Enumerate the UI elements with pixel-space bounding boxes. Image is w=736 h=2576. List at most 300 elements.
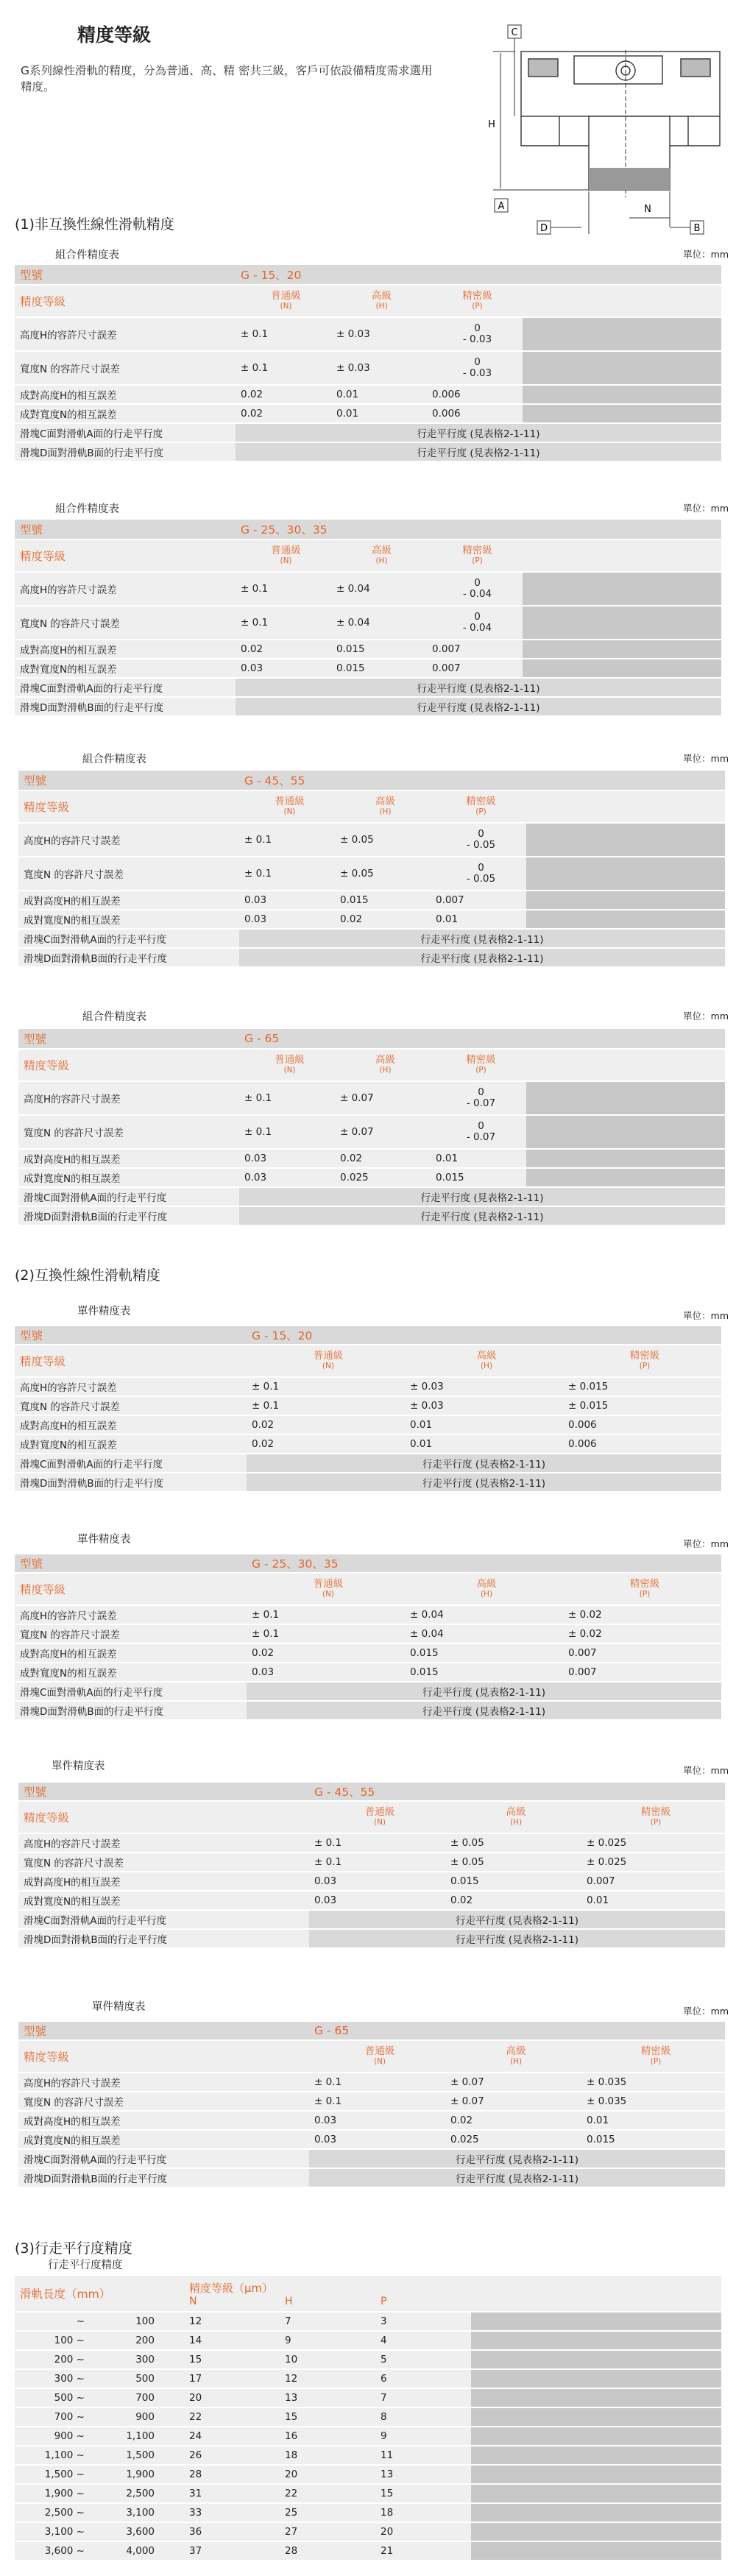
h-tolerance-normal: ± 0.1 [239, 824, 335, 856]
grade-name: 精密級 [640, 2045, 671, 2057]
precision-upper: 0 [474, 611, 481, 623]
table-row [15, 1325, 721, 1344]
rail-length-cell [15, 2523, 184, 2541]
shade-cell [526, 857, 725, 890]
n-mutual-high: 0.02 [335, 910, 431, 928]
single-table-title: 單件精度表 [77, 1534, 131, 1546]
grade-precision [563, 1574, 721, 1604]
n-tolerance-normal: ± 0.1 [236, 606, 331, 639]
n-mutual-precision: 0.007 [427, 659, 523, 677]
length-to: 200 [135, 2335, 155, 2346]
shade-cell [471, 2351, 721, 2368]
length-from: 500 ~ [54, 2392, 85, 2404]
shade-cell [523, 318, 721, 350]
h-tolerance-precision: ± 0.025 [581, 1834, 725, 1852]
model-value: G - 15、20 [247, 1326, 721, 1344]
n-mutual-precision: 0.01 [581, 1892, 725, 1909]
length-to: 500 [135, 2373, 155, 2385]
table-row [18, 2039, 725, 2072]
grade-code: (P) [650, 2057, 662, 2066]
unit-label: 單位：mm [683, 1011, 729, 1022]
blank-cell [526, 1050, 725, 1080]
shade-cell [471, 2485, 721, 2502]
d-parallel-label: 滑塊D面對滑軌B面的行走平行度 [18, 2169, 309, 2187]
model-label: 型號 [20, 269, 43, 282]
grade-label: 精度等級 [18, 1802, 309, 1833]
precision-upper: 0 [474, 356, 481, 368]
grade-high [331, 286, 427, 316]
grade-name: 高級 [476, 1578, 497, 1590]
unit-label: 單位：mm [683, 1765, 729, 1776]
label-b: B [693, 223, 701, 234]
d-parallel-value: 行走平行度 (見表格2-1-11) [239, 949, 725, 966]
n-tolerance-high: ± 0.05 [445, 1853, 581, 1871]
grade-name: 精密級 [640, 1806, 671, 1818]
single-precision-table [15, 1325, 721, 1491]
length-from: ~ [76, 2315, 85, 2327]
single-precision-table [18, 1781, 725, 1947]
h-mutual-normal: 0.02 [236, 640, 331, 658]
section-heading-1: (1)非互換性線性滑軌精度 [15, 216, 174, 233]
table-row [15, 2541, 721, 2560]
grade-value-p: 9 [375, 2427, 471, 2445]
grade-value-h: 20 [280, 2466, 375, 2483]
table-row [15, 2330, 721, 2349]
n-mutual-normal: 0.03 [239, 1169, 335, 1186]
grade-value-n: 22 [184, 2408, 280, 2426]
table-row [18, 1186, 725, 1206]
table-row [15, 2276, 721, 2311]
table-row [18, 1890, 725, 1909]
d-parallel-value: 行走平行度 (見表格2-1-11) [309, 2169, 725, 2187]
shade-cell [471, 2408, 721, 2426]
table-row [18, 1909, 725, 1928]
table-row [15, 1700, 721, 1719]
h-tolerance-high: ± 0.03 [405, 1378, 563, 1395]
grade-value-h: 16 [280, 2427, 375, 2445]
grade-code: (N) [283, 807, 296, 816]
parallel-table-title: 行走平行度精度 [48, 2260, 123, 2271]
grade-value-p: 5 [375, 2351, 471, 2368]
grade-code: (P) [639, 1590, 651, 1599]
grade-code: (N) [280, 302, 292, 311]
c-parallel-value: 行走平行度 (見表格2-1-11) [309, 2150, 725, 2168]
grade-normal [239, 791, 335, 822]
grade-name: 高級 [375, 1054, 395, 1066]
n-mutual-precision: 0.006 [563, 1435, 721, 1453]
model-label: 型號 [24, 1033, 47, 1046]
h-mutual-normal: 0.02 [236, 386, 331, 403]
grade-value-p: 4 [375, 2332, 471, 2349]
shade-cell [526, 891, 725, 909]
grade-name: 高級 [372, 545, 392, 556]
table-row [15, 2464, 721, 2483]
h-tolerance-normal: ± 0.1 [247, 1606, 405, 1624]
grade-code: (N) [373, 2057, 386, 2066]
table-row [15, 1624, 721, 1643]
model-label: 型號 [20, 523, 43, 537]
model-label: 型號 [15, 1326, 247, 1344]
d-parallel-value: 行走平行度 (見表格2-1-11) [236, 698, 721, 715]
section-heading-3: (3)行走平行度精度 [15, 2240, 132, 2257]
table-row [18, 822, 725, 856]
length-to: 4,000 [126, 2545, 155, 2557]
grade-normal [239, 1050, 335, 1080]
grade-value-n: 24 [184, 2427, 280, 2445]
shade-cell [471, 2542, 721, 2560]
n-tolerance-label: 寬度N 的容許尺寸誤差 [18, 1853, 309, 1871]
length-to: 1,100 [126, 2430, 155, 2442]
table-row [15, 1376, 721, 1395]
table-row [15, 2483, 721, 2502]
table-row [18, 2110, 725, 2129]
grade-value-n: 14 [184, 2332, 280, 2349]
shade-cell [471, 2504, 721, 2522]
precision-lower: - 0.07 [466, 1131, 496, 1143]
table-row [15, 696, 721, 715]
c-parallel-value: 行走平行度 (見表格2-1-11) [236, 424, 721, 442]
grade-value-p: 7 [375, 2389, 471, 2407]
d-parallel-value: 行走平行度 (見表格2-1-11) [247, 1702, 721, 1719]
grade-code-h: H [285, 2295, 293, 2307]
unit-label: 單位：mm [683, 249, 729, 260]
d-parallel-value: 行走平行度 (見表格2-1-11) [239, 1207, 725, 1225]
n-tolerance-normal: ± 0.1 [239, 1116, 335, 1148]
single-precision-table [18, 2020, 725, 2187]
c-parallel-label: 滑塊C面對滑軌A面的行走平行度 [15, 424, 236, 442]
table-row [15, 442, 721, 461]
table-row [18, 790, 725, 822]
grade-high [405, 1574, 563, 1604]
combo-precision-table [15, 265, 721, 461]
model-value: G - 25、30、35 [247, 1554, 721, 1572]
table-row [15, 1643, 721, 1662]
grade-code-n: N [189, 2295, 197, 2307]
table-row [18, 771, 725, 790]
length-from: 900 ~ [54, 2430, 85, 2442]
length-from: 1,500 ~ [44, 2469, 85, 2480]
h-mutual-high: 0.015 [331, 640, 427, 658]
shade-cell [526, 1169, 725, 1186]
table-row [15, 2502, 721, 2522]
table-row [18, 1114, 725, 1148]
table-row [18, 2129, 725, 2148]
length-from: 100 ~ [54, 2335, 85, 2346]
grade-name: 精密級 [462, 290, 492, 302]
d-parallel-label: 滑塊D面對滑軌B面的行走平行度 [18, 1930, 309, 1947]
combo-table-title: 組合件精度表 [82, 1011, 146, 1023]
d-parallel-label: 滑塊D面對滑軌B面的行走平行度 [15, 1473, 247, 1491]
precision-upper: 0 [474, 577, 481, 589]
grade-code: (H) [480, 1362, 493, 1370]
rail-length-cell [15, 2389, 184, 2407]
n-tolerance-normal: ± 0.1 [309, 1853, 445, 1871]
n-tolerance-normal: ± 0.1 [239, 857, 335, 890]
n-mutual-precision: 0.006 [427, 405, 523, 422]
n-mutual-label: 成對寬度N的相互誤差 [18, 1892, 309, 1909]
h-mutual-precision: 0.007 [427, 640, 523, 658]
d-parallel-label: 滑塊D面對滑軌B面的行走平行度 [15, 698, 236, 715]
grade-value-p: 15 [375, 2485, 471, 2502]
grade-value-h: 10 [280, 2351, 375, 2368]
grade-name: 高級 [506, 2045, 526, 2057]
n-tolerance-high: ± 0.04 [331, 606, 427, 639]
table-row [15, 350, 721, 384]
model-label: 型號 [18, 1783, 309, 1800]
table-row [18, 909, 725, 928]
h-mutual-precision: 0.01 [581, 2112, 725, 2129]
n-mutual-precision: 0.01 [431, 910, 526, 928]
table-row [15, 520, 721, 539]
c-parallel-value: 行走平行度 (見表格2-1-11) [239, 1188, 725, 1206]
table-row [15, 1415, 721, 1434]
h-tolerance-label: 高度H的容許尺寸誤差 [15, 573, 236, 605]
shade-cell [471, 2370, 721, 2388]
length-to: 3,100 [126, 2507, 155, 2519]
grade-code: (H) [375, 556, 388, 565]
grade-value-n: 12 [184, 2313, 280, 2330]
h-mutual-precision: 0.006 [563, 1416, 721, 1434]
h-tolerance-high: ± 0.04 [331, 573, 427, 605]
table-row [18, 1048, 725, 1080]
model-label: 型號 [24, 774, 47, 788]
n-tolerance-high: ± 0.05 [335, 857, 431, 890]
n-mutual-normal: 0.02 [247, 1435, 405, 1453]
grade-name: 普通級 [364, 1806, 395, 1818]
grade-value-h: 18 [280, 2446, 375, 2464]
grade-precision [431, 1050, 526, 1080]
table-row [15, 265, 721, 284]
grade-value-n: 37 [184, 2542, 280, 2560]
grade-precision [427, 286, 523, 316]
length-to: 300 [135, 2354, 155, 2366]
h-tolerance-label: 高度H的容許尺寸誤差 [18, 1834, 309, 1852]
grade-name: 高級 [372, 290, 392, 302]
shade-cell [471, 2523, 721, 2541]
table-row [15, 1662, 721, 1681]
grade-high [445, 2041, 581, 2072]
grade-code: (N) [322, 1362, 335, 1370]
rail-length-cell [15, 2370, 184, 2388]
rail-length-cell [15, 2446, 184, 2464]
h-tolerance-high: ± 0.07 [445, 2073, 581, 2091]
length-to: 1,900 [126, 2469, 155, 2480]
h-mutual-label: 成對高度H的相互誤差 [15, 386, 236, 403]
n-mutual-high: 0.015 [331, 659, 427, 677]
grade-code: (N) [373, 1818, 386, 1827]
n-mutual-label: 成對寬度N的相互誤差 [15, 405, 236, 422]
grade-name: 普通級 [313, 1350, 344, 1362]
shade-cell [523, 573, 721, 605]
grade-code: (P) [650, 1818, 662, 1827]
length-from: 3,600 ~ [44, 2545, 85, 2557]
h-tolerance-normal: ± 0.1 [309, 1834, 445, 1852]
n-tolerance-normal: ± 0.1 [309, 2092, 445, 2110]
rail-length-cell [15, 2332, 184, 2349]
table-row [18, 928, 725, 947]
grade-value-h: 27 [280, 2523, 375, 2541]
h-mutual-normal: 0.03 [309, 2112, 445, 2129]
table-row [18, 1833, 725, 1852]
n-mutual-normal: 0.03 [247, 1663, 405, 1681]
h-tolerance-precision [427, 318, 523, 350]
grade-code: (P) [472, 302, 483, 311]
blank-cell [523, 286, 721, 316]
grade-value-h: 9 [280, 2332, 375, 2349]
n-mutual-high: 0.02 [445, 1892, 581, 1909]
grade-normal [236, 286, 331, 316]
shade-cell [471, 2427, 721, 2445]
combo-table-title: 組合件精度表 [55, 250, 119, 261]
shade-cell [523, 352, 721, 384]
h-tolerance-precision: ± 0.02 [563, 1606, 721, 1624]
grade-high [331, 540, 427, 571]
h-tolerance-precision: ± 0.015 [563, 1378, 721, 1395]
grade-precision [431, 791, 526, 822]
table-row [15, 658, 721, 677]
h-tolerance-label: 高度H的容許尺寸誤差 [15, 1378, 247, 1395]
grade-value-p: 6 [375, 2370, 471, 2388]
grade-name: 精密級 [466, 796, 496, 807]
h-tolerance-label: 高度H的容許尺寸誤差 [18, 1082, 239, 1114]
c-parallel-label: 滑塊C面對滑軌A面的行走平行度 [18, 1188, 239, 1206]
table-row [15, 422, 721, 442]
d-parallel-label: 滑塊D面對滑軌B面的行走平行度 [18, 949, 239, 966]
precision-lower: - 0.03 [462, 367, 492, 379]
grade-code-p: P [381, 2295, 387, 2307]
grade-value-n: 33 [184, 2504, 280, 2522]
length-from: 200 ~ [54, 2354, 85, 2366]
grade-value-n: 31 [184, 2485, 280, 2502]
model-value: G - 65 [309, 2022, 725, 2039]
grade-name: 普通級 [271, 290, 301, 302]
combo-table-title: 組合件精度表 [55, 503, 119, 515]
rail-length-cell [15, 2504, 184, 2522]
grade-value-h: 22 [280, 2485, 375, 2502]
d-parallel-value: 行走平行度 (見表格2-1-11) [247, 1473, 721, 1491]
h-mutual-high: 0.015 [405, 1644, 563, 1662]
table-row [18, 1800, 725, 1833]
shade-cell [523, 386, 721, 403]
grade-value-n: 28 [184, 2466, 280, 2483]
grade-value-p: 20 [375, 2523, 471, 2541]
label-d: D [539, 223, 548, 234]
table-row [18, 1167, 725, 1186]
table-row [18, 2148, 725, 2168]
n-tolerance-label: 寬度N 的容許尺寸誤差 [15, 352, 236, 384]
grade-normal [236, 540, 331, 571]
length-to: 100 [135, 2315, 155, 2327]
shade-cell [526, 824, 725, 856]
table-row [15, 639, 721, 658]
grade-normal [309, 2041, 445, 2072]
rail-length-cell [15, 2485, 184, 2502]
n-tolerance-high: ± 0.03 [405, 1397, 563, 1415]
h-mutual-label: 成對高度H的相互誤差 [15, 1644, 247, 1662]
model-label: 型號 [18, 2022, 309, 2039]
table-row [15, 605, 721, 639]
h-tolerance-high: ± 0.05 [335, 824, 431, 856]
table-row [15, 1472, 721, 1491]
precision-lower: - 0.07 [466, 1097, 496, 1109]
shade-cell [523, 659, 721, 677]
table-row [18, 1080, 725, 1114]
table-row [15, 2426, 721, 2445]
h-mutual-precision: 0.007 [581, 1872, 725, 1890]
blank-cell [526, 791, 725, 822]
blank-cell [523, 540, 721, 571]
h-tolerance-normal: ± 0.1 [309, 2073, 445, 2091]
grade-um-header: 精度等級（μm） [189, 2281, 274, 2295]
table-row [18, 890, 725, 909]
rail-length-cell [15, 2351, 184, 2368]
length-from: 700 ~ [54, 2411, 85, 2423]
section-heading-2: (2)互換性線性滑軌精度 [15, 1267, 160, 1284]
precision-lower: - 0.04 [462, 588, 492, 600]
d-parallel-label: 滑塊D面對滑軌B面的行走平行度 [18, 1207, 239, 1225]
grade-value-h: 13 [280, 2389, 375, 2407]
length-to: 2,500 [126, 2488, 155, 2499]
h-mutual-normal: 0.03 [239, 891, 335, 909]
precision-upper: 0 [478, 862, 484, 874]
grade-high [445, 1802, 581, 1833]
single-table-title: 單件精度表 [92, 2001, 146, 2013]
n-mutual-high: 0.01 [405, 1435, 563, 1453]
table-row [18, 1781, 725, 1800]
shade-cell [471, 2332, 721, 2349]
shade-cell [471, 2466, 721, 2483]
h-mutual-label: 成對高度H的相互誤差 [18, 1872, 309, 1890]
table-row [18, 2091, 725, 2110]
h-tolerance-label: 高度H的容許尺寸誤差 [15, 318, 236, 350]
length-from: 300 ~ [54, 2373, 85, 2385]
table-row [15, 1453, 721, 1472]
c-parallel-value: 行走平行度 (見表格2-1-11) [239, 930, 725, 947]
grade-name: 高級 [506, 1806, 526, 1818]
rail-length-cell [15, 2466, 184, 2483]
h-mutual-label: 成對高度H的相互誤差 [18, 2112, 309, 2129]
grade-name: 普通級 [364, 2045, 395, 2057]
h-mutual-precision: 0.006 [427, 386, 523, 403]
h-tolerance-precision: ± 0.035 [581, 2073, 725, 2091]
grade-code: (N) [283, 1066, 296, 1075]
model-value: G - 15、20 [241, 269, 302, 282]
h-mutual-label: 成對高度H的相互誤差 [18, 891, 239, 909]
table-row [18, 1928, 725, 1947]
combo-precision-table [18, 771, 725, 966]
precision-lower: - 0.05 [466, 839, 496, 851]
c-parallel-label: 滑塊C面對滑軌A面的行走平行度 [18, 930, 239, 947]
grade-high [335, 791, 431, 822]
n-tolerance-precision [427, 352, 523, 384]
grade-value-h: 28 [280, 2542, 375, 2560]
grade-value-h: 7 [280, 2313, 375, 2330]
table-row [15, 539, 721, 571]
page-title: 精度等級 [77, 24, 152, 46]
model-value: G - 45、55 [309, 1783, 725, 1800]
combo-table-title: 組合件精度表 [82, 754, 146, 765]
c-parallel-label: 滑塊C面對滑軌A面的行走平行度 [18, 1911, 309, 1928]
h-mutual-high: 0.02 [445, 2112, 581, 2129]
h-tolerance-normal: ± 0.1 [236, 318, 331, 350]
grade-precision [581, 2041, 725, 2072]
grade-high [335, 1050, 431, 1080]
table-row [15, 2522, 721, 2541]
grade-name: 普通級 [271, 545, 301, 556]
table-row [18, 1148, 725, 1167]
grade-label: 精度等級 [18, 2041, 309, 2072]
h-tolerance-label: 高度H的容許尺寸誤差 [18, 824, 239, 856]
